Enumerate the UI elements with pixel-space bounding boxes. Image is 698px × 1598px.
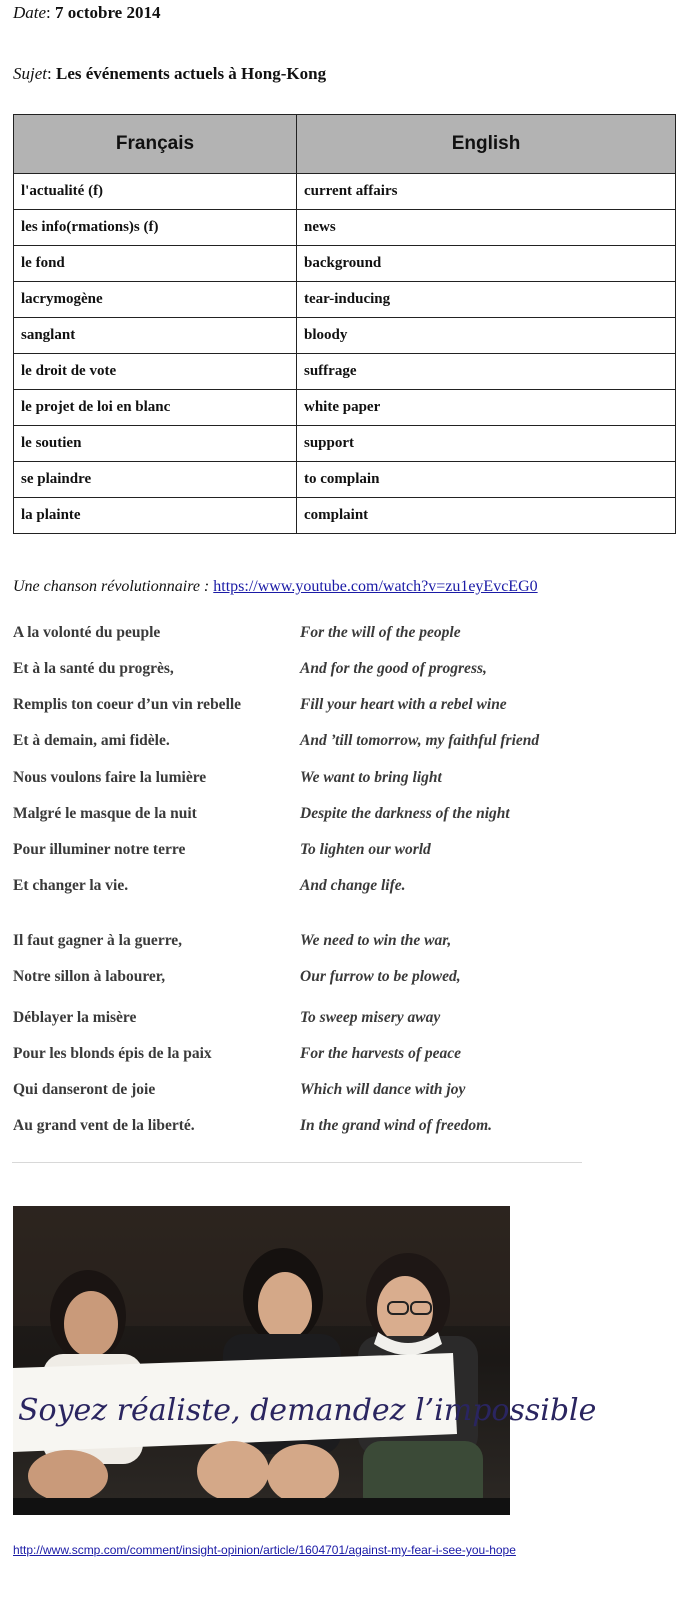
french-term: sanglant bbox=[14, 318, 297, 354]
lyric-line bbox=[0, 841, 698, 863]
subject-value: Les événements actuels à Hong-Kong bbox=[55, 64, 327, 83]
english-term: bloody bbox=[297, 318, 676, 354]
song-intro-text: Une chanson révolutionnaire : bbox=[13, 578, 210, 595]
song-intro bbox=[13, 578, 538, 596]
table-row bbox=[14, 282, 676, 318]
lyric-french: Remplis ton coeur d’un vin rebelle bbox=[13, 696, 242, 713]
lyric-french: Il faut gagner à la guerre, bbox=[13, 932, 183, 949]
french-term: l'actualité (f) bbox=[14, 174, 297, 210]
lyric-french: A la volonté du peuple bbox=[13, 624, 161, 641]
lyric-french: Pour les blonds épis de la paix bbox=[13, 1045, 212, 1062]
lyric-english: And for the good of progress, bbox=[300, 660, 487, 677]
divider bbox=[12, 1162, 582, 1163]
lyric-line bbox=[0, 1045, 698, 1067]
lyric-english: Despite the darkness of the night bbox=[300, 805, 510, 822]
lyric-french: Notre sillon à labourer, bbox=[13, 968, 166, 985]
french-term: le soutien bbox=[14, 426, 297, 462]
table-row bbox=[14, 390, 676, 426]
lyric-line bbox=[0, 696, 698, 718]
french-term: le fond bbox=[14, 246, 297, 282]
lyric-line bbox=[0, 1081, 698, 1103]
table-row bbox=[14, 498, 676, 534]
lyric-line bbox=[0, 877, 698, 899]
english-term: to complain bbox=[297, 462, 676, 498]
english-term: background bbox=[297, 246, 676, 282]
table-row bbox=[14, 426, 676, 462]
date-line: Date: 7 octobre 2014 bbox=[13, 3, 161, 22]
lyric-english: For the will of the people bbox=[300, 624, 461, 641]
table-row bbox=[14, 174, 676, 210]
subject-line: Sujet: Les événements actuels à Hong-Kong bbox=[13, 64, 327, 83]
french-term: le droit de vote bbox=[14, 354, 297, 390]
table-row bbox=[14, 354, 676, 390]
table-row bbox=[14, 318, 676, 354]
french-term: les info(rmations)s (f) bbox=[14, 210, 297, 246]
vocabulary-table bbox=[13, 114, 676, 534]
lyric-english: To sweep misery away bbox=[300, 1009, 441, 1026]
lyric-french: Et changer la vie. bbox=[13, 877, 129, 894]
lyric-french: Et à demain, ami fidèle. bbox=[13, 732, 170, 749]
subject-label: Sujet bbox=[13, 64, 47, 83]
lyric-french: Pour illuminer notre terre bbox=[13, 841, 186, 858]
english-term: support bbox=[297, 426, 676, 462]
french-term: le projet de loi en blanc bbox=[14, 390, 297, 426]
table-row bbox=[14, 210, 676, 246]
english-term: tear-inducing bbox=[297, 282, 676, 318]
lyric-english: We need to win the war, bbox=[300, 932, 452, 949]
english-term: news bbox=[297, 210, 676, 246]
lyric-line bbox=[0, 932, 698, 954]
lyric-line bbox=[0, 805, 698, 827]
lyric-line bbox=[0, 769, 698, 791]
lyric-line bbox=[0, 732, 698, 754]
lyric-english: Which will dance with joy bbox=[300, 1081, 466, 1098]
column-header-french: Français bbox=[14, 115, 297, 174]
lyric-french: Nous voulons faire la lumière bbox=[13, 769, 207, 786]
lyric-english: Fill your heart with a rebel wine bbox=[300, 696, 507, 713]
lyric-french: Déblayer la misère bbox=[13, 1009, 137, 1026]
source-article-link[interactable]: http://www.scmp.com/comment/insight-opinion/article/1604701/against-my-fear-i-see-you-hope bbox=[13, 1543, 516, 1557]
lyric-french: Et à la santé du progrès, bbox=[13, 660, 174, 677]
table-row bbox=[14, 462, 676, 498]
french-term: la plainte bbox=[14, 498, 297, 534]
lyric-line bbox=[0, 624, 698, 646]
banner-text: Soyez réaliste, demandez l’impossible bbox=[18, 1393, 597, 1428]
lyric-french: Malgré le masque de la nuit bbox=[13, 805, 197, 822]
lyric-french: Au grand vent de la liberté. bbox=[13, 1117, 195, 1134]
lyric-french: Qui danseront de joie bbox=[13, 1081, 156, 1098]
protest-photo bbox=[13, 1206, 597, 1515]
date-value: 7 octobre 2014 bbox=[55, 3, 161, 22]
table-header-row bbox=[14, 115, 676, 174]
youtube-link[interactable]: https://www.youtube.com/watch?v=zu1eyEvcEG0 bbox=[213, 578, 538, 595]
french-term: lacrymogène bbox=[14, 282, 297, 318]
lyric-english: And ’till tomorrow, my faithful friend bbox=[300, 732, 540, 749]
english-term: suffrage bbox=[297, 354, 676, 390]
english-term: current affairs bbox=[297, 174, 676, 210]
lyric-line bbox=[0, 968, 698, 990]
lyric-line bbox=[0, 660, 698, 682]
lyric-line bbox=[0, 1117, 698, 1139]
table-row bbox=[14, 246, 676, 282]
lyric-english: Our furrow to be plowed, bbox=[300, 968, 461, 985]
protest-photo-illustration bbox=[13, 1206, 597, 1515]
lyric-english: And change life. bbox=[300, 877, 406, 894]
date-label: Date bbox=[13, 3, 47, 22]
lyric-english: We want to bring light bbox=[300, 769, 442, 786]
french-term: se plaindre bbox=[14, 462, 297, 498]
lyric-english: To lighten our world bbox=[300, 841, 431, 858]
english-term: complaint bbox=[297, 498, 676, 534]
english-term: white paper bbox=[297, 390, 676, 426]
lyric-english: In the grand wind of freedom. bbox=[300, 1117, 493, 1134]
lyric-line bbox=[0, 1009, 698, 1031]
column-header-english: English bbox=[297, 115, 676, 174]
lyric-english: For the harvests of peace bbox=[300, 1045, 462, 1062]
